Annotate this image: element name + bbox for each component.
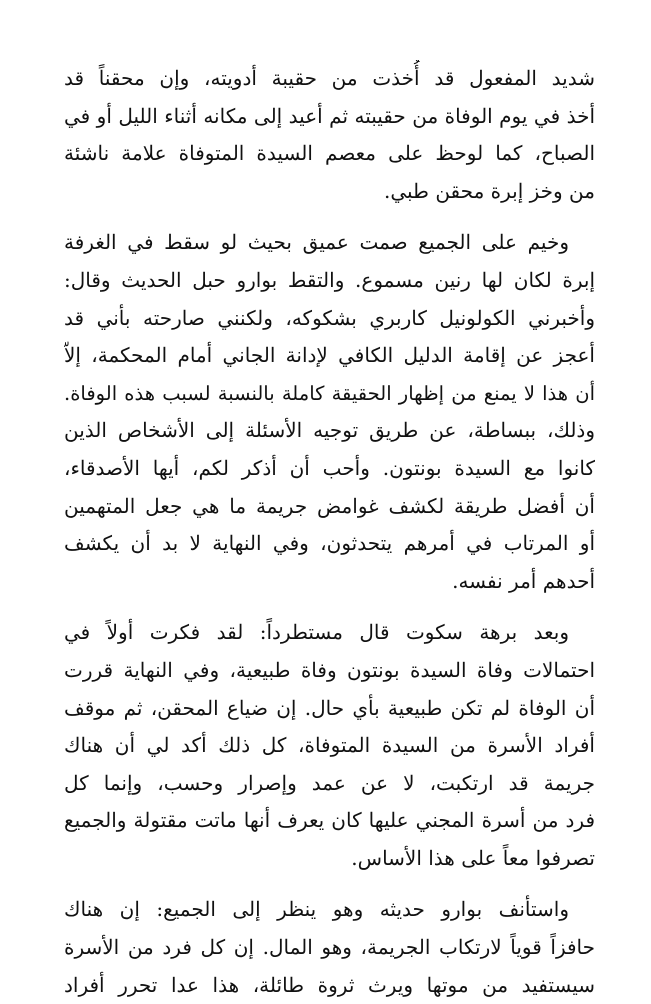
text-line: واستأنف بوارو حديثه وهو ينظر إلى الجميع: إن هناك — [64, 897, 569, 922]
text-line: فرد من أسرة المجني عليها كان يعرف أنها ماتت مقتولة والجميع — [64, 808, 595, 833]
paragraph-3 — [64, 614, 595, 877]
text-line: أن الوفاة لم تكن طبيعية بأي حال. إن ضياع المحقن، ثم موقف — [64, 695, 595, 720]
paragraph-2 — [64, 224, 595, 600]
text-line: وذلك، ببساطة، عن طريق توجيه الأسئلة إلى الأشخاص الذين — [64, 418, 595, 443]
text-line: شديد المفعول قد أُخذت من حقيبة أدويته، وإن محقناً قد — [64, 66, 595, 90]
text-line: جريمة قد ارتكبت، لا عن عمد وإصرار وحسب، وإنما كل — [64, 770, 595, 795]
paragraph-4 — [64, 891, 595, 1004]
text-line: أفراد الأسرة من السيدة المتوفاة، كل ذلك أكد لي أن هناك — [64, 733, 595, 758]
text-line: أو المرتاب في أمرهم يتحدثون، وفي النهاية لا بد أن يكشف — [64, 531, 595, 556]
text-line: تصرفوا معاً على هذا الأساس. — [351, 845, 595, 870]
text-line: وخيم على الجميع صمت عميق بحيث لو سقط في الغرفة — [64, 230, 569, 255]
text-line: وأخبرني الكولونيل كاربري بشكوكه، ولكنني صارحته بأني قد — [64, 305, 595, 330]
text-line: سيستفيد من موتها ويرث ثروة طائلة، هذا عدا تحرر أفراد — [64, 972, 595, 997]
text-line: إبرة لكان لها رنين مسموع. والتقط بوارو حبل الحديث وقال: — [64, 267, 595, 292]
text-line: كانوا مع السيدة بونتون. وأحب أن أذكر لكم، أيها الأصدقاء، — [64, 455, 595, 480]
text-line: أن هذا لا يمنع من إظهار الحقيقة كاملة بالنسبة لسبب هذه الوفاة. — [64, 381, 595, 405]
text-line: أخذ في يوم الوفاة من حقيبته ثم أعيد إلى مكانه أثناء الليل أو في — [64, 103, 595, 128]
text-line: وبعد برهة سكوت قال مستطرداً: لقد فكرت أولاً في — [64, 620, 569, 645]
text-line: الصباح، كما لوحظ على معصم السيدة المتوفاة علامة ناشئة — [64, 141, 595, 166]
text-line: أحدهم أمر نفسه. — [452, 568, 595, 593]
text-line: أعجز عن إقامة الدليل الكافي لإدانة الجاني أمام المحكمة، إلاّ — [64, 343, 595, 368]
text-line: أن أفضل طريقة لكشف غوامض جريمة ما هي جعل المتهمين — [64, 493, 595, 518]
paragraph-1 — [64, 60, 595, 210]
text-line: من وخز إبرة محقن طبي. — [383, 178, 595, 203]
text-line: حافزاً قوياً لارتكاب الجريمة، وهو المال. إن كل فرد من الأسرة — [64, 935, 595, 960]
text-line: احتمالات وفاة السيدة بونتون وفاة طبيعية، وفي النهاية قررت — [64, 657, 595, 682]
